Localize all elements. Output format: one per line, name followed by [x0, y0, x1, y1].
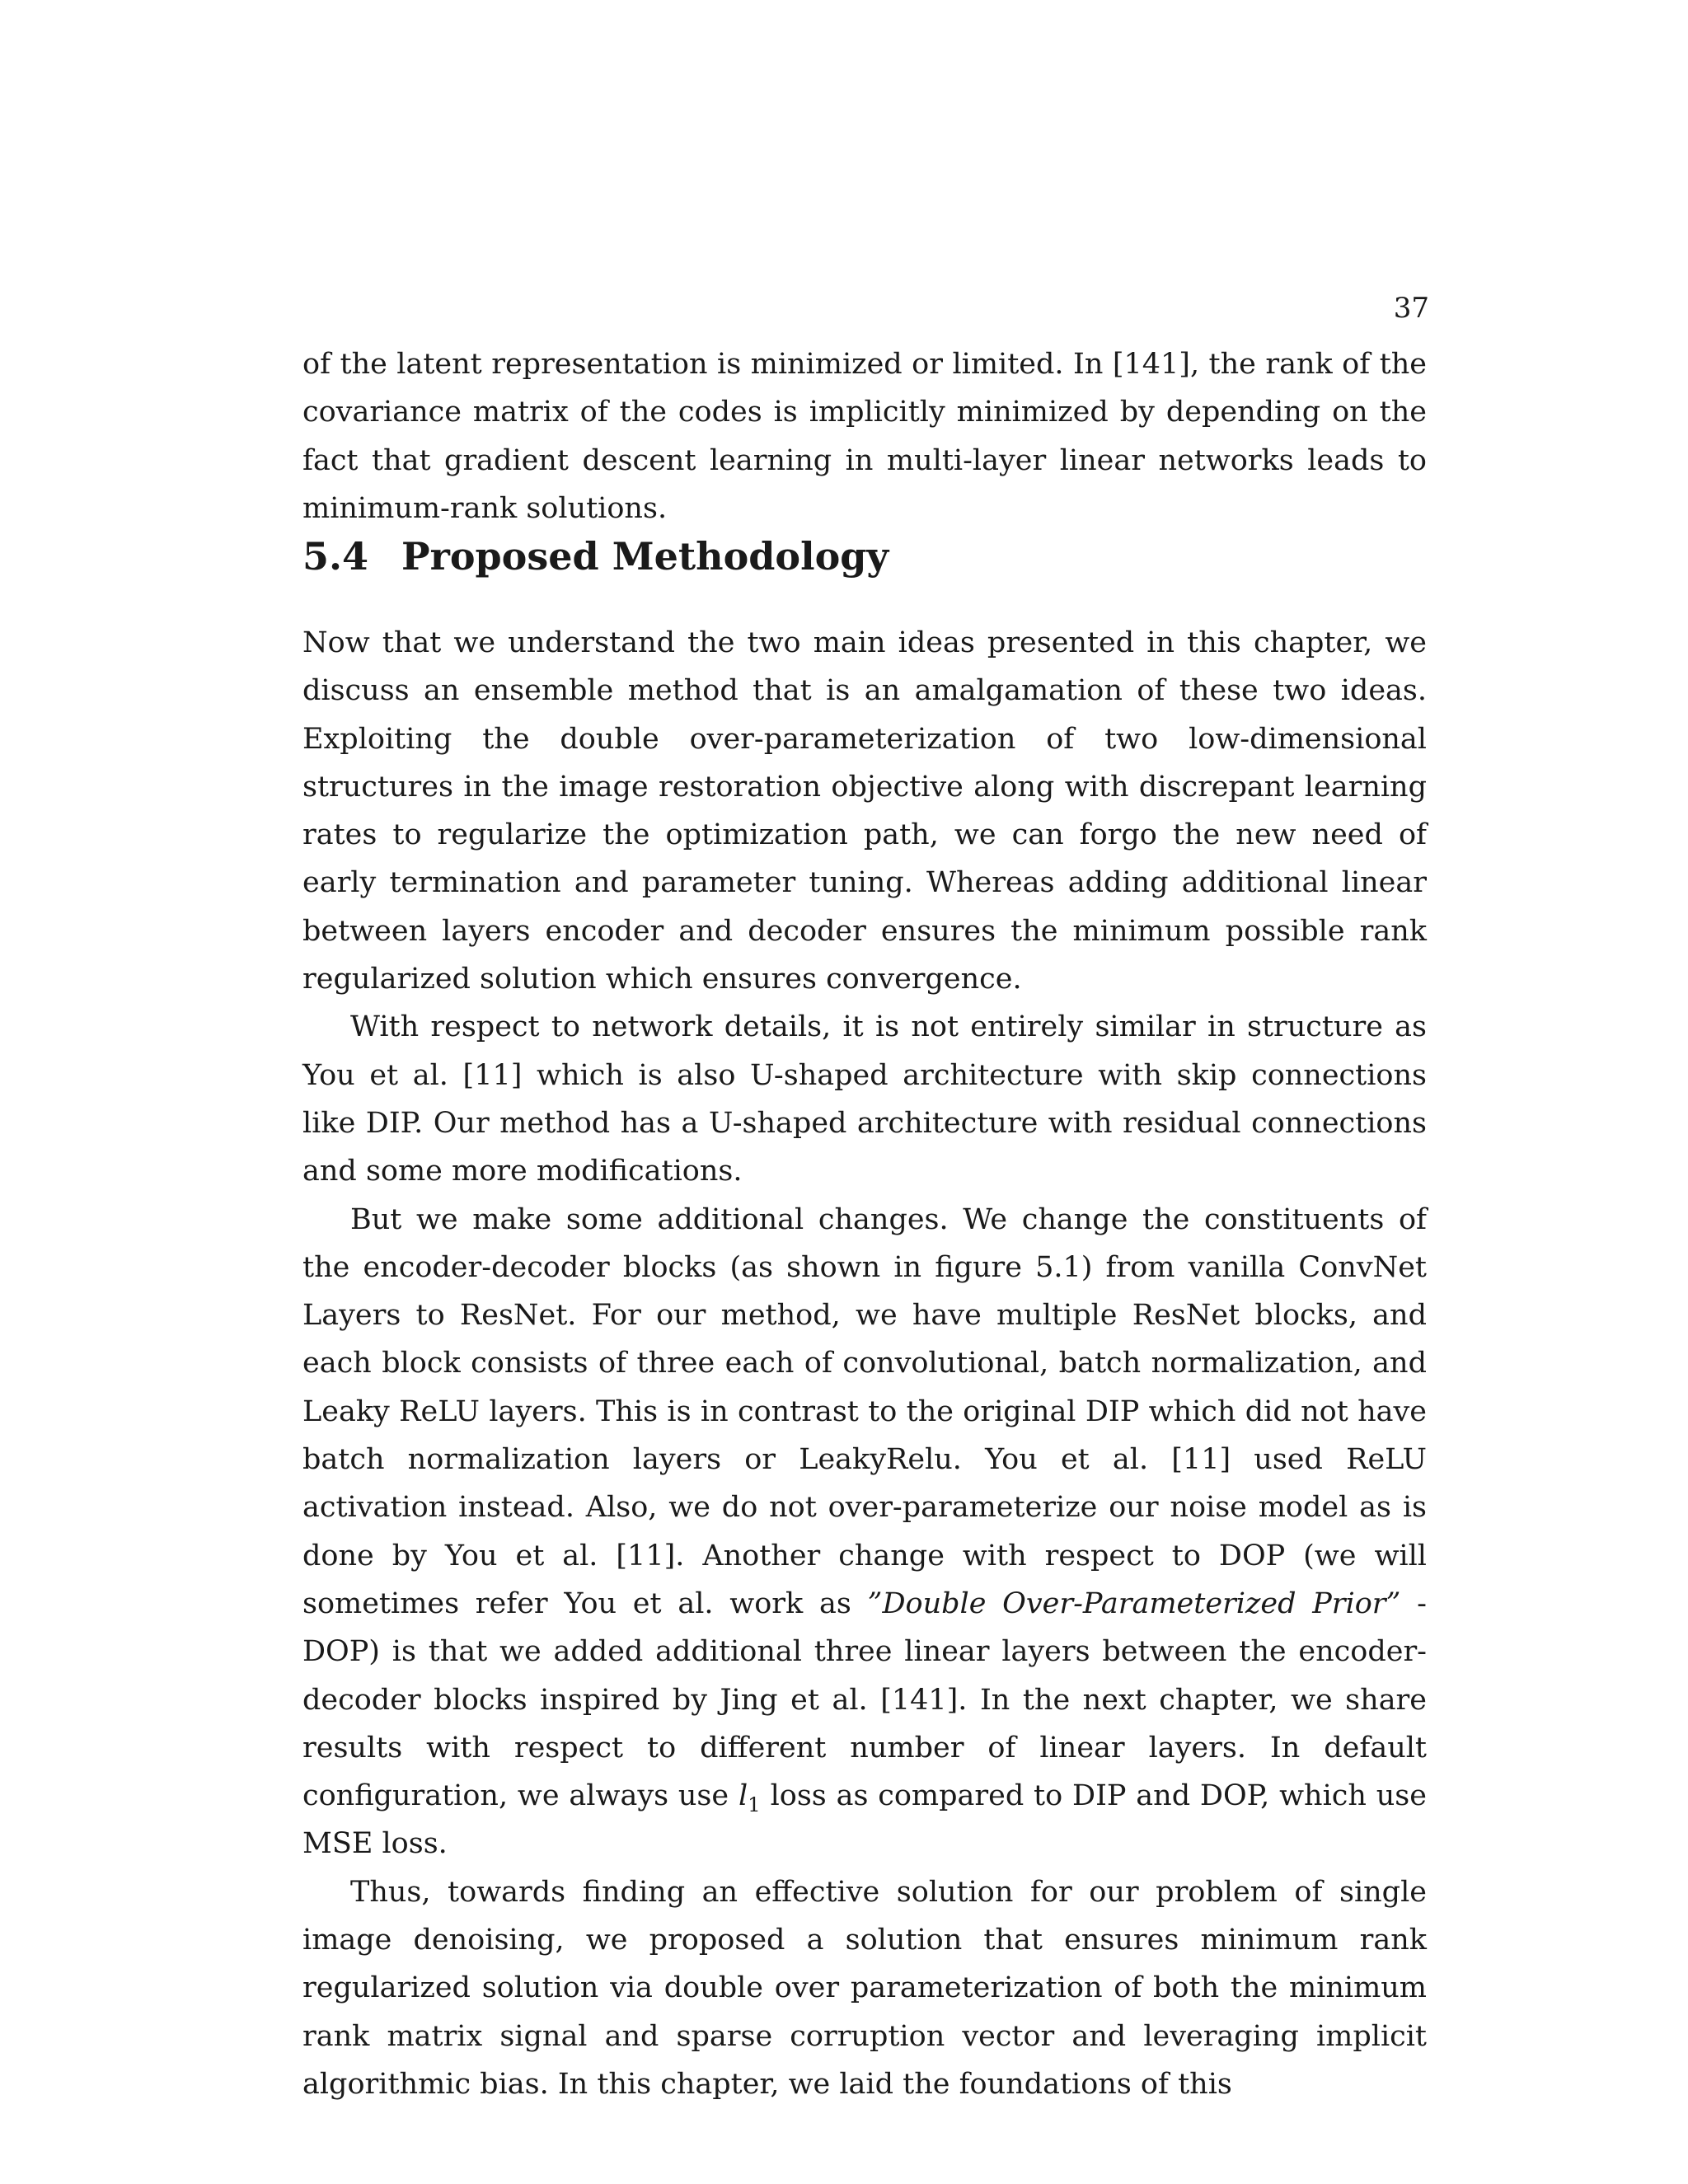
section-heading [302, 534, 889, 579]
paragraph-2: With respect to network details, it is not entirely similar in structure as You et al. [11] which is also U-shaped architecture with skip connections like DIP. Our method has a U-shaped architecture with residual connections and some more modifications. [302, 1010, 1427, 1188]
paragraph-3-italic-title: ”Double Over-Parameterized Prior” [867, 1586, 1401, 1620]
section-title: Proposed Methodology [401, 534, 889, 579]
paragraph-4: Thus, towards finding an effective solution for our problem of single image denoising, we proposed a solution that ensures minimum rank regularized solution via double over parameterization of both the minimum rank matrix signal and sparse corruption vector and leveraging implicit algorithmic bias. In this chapter, we laid the foundations of this [302, 1875, 1427, 2101]
section-number: 5.4 [302, 534, 369, 579]
paragraph-3 [302, 1196, 1427, 1868]
paragraph-3-text-a: But we make some additional changes. We change the constituents of the encoder-decoder blocks (as shown in figure 5.1) from vanilla ConvNet Layers to ResNet. For our method, we have multiple ResNet blocks, and each block consists of three each of convolutional, batch normalization, and Leaky ReLU layers. This is in contrast to the original DIP which did not have batch normalization layers or LeakyRelu. You et al. [11] used ReLU activation instead. Also, we do not over-parameterize our noise model as is done by You et al. [11]. Another change with respect to DOP (we will sometimes refer You et al. work as [302, 1202, 1427, 1620]
paragraph-3-text-b: - DOP) is that we added additional three linear layers between the encoder-decoder blocks inspired by Jing et al. [141]. In the next chapter, we share results with respect to different number of linear layers. In default configuration, we always use [302, 1586, 1428, 1813]
section-body [302, 619, 1427, 2108]
paragraph-1: Now that we understand the two main ideas presented in this chapter, we discuss an ensemble method that is an amalgamation of these two ideas. Exploiting the double over-parameterization of two low-dimensional structures in the image restoration objective along with discrepant learning rates to regularize the optimization path, we can forgo the new need of early termination and parameter tuning. Whereas adding additional linear between layers encoder and decoder ensures the minimum possible rank regularized solution which ensures convergence. [302, 626, 1427, 996]
page-number: 37 [1393, 292, 1429, 325]
intro-paragraph: of the latent representation is minimized or limited. In [141], the rank of the covariance matrix of the codes is implicitly minimized by depending on the fact that gradient descent learning in multi-layer linear networks leads to minimum-rank solutions. [302, 348, 1427, 525]
math-subscript: 1 [748, 1793, 761, 1817]
intro-paragraph-block [302, 340, 1427, 532]
paragraph-3-text-c: loss as compared to DIP and DOP, which use MSE loss. [302, 1779, 1427, 1861]
math-l-symbol: l [738, 1779, 748, 1813]
